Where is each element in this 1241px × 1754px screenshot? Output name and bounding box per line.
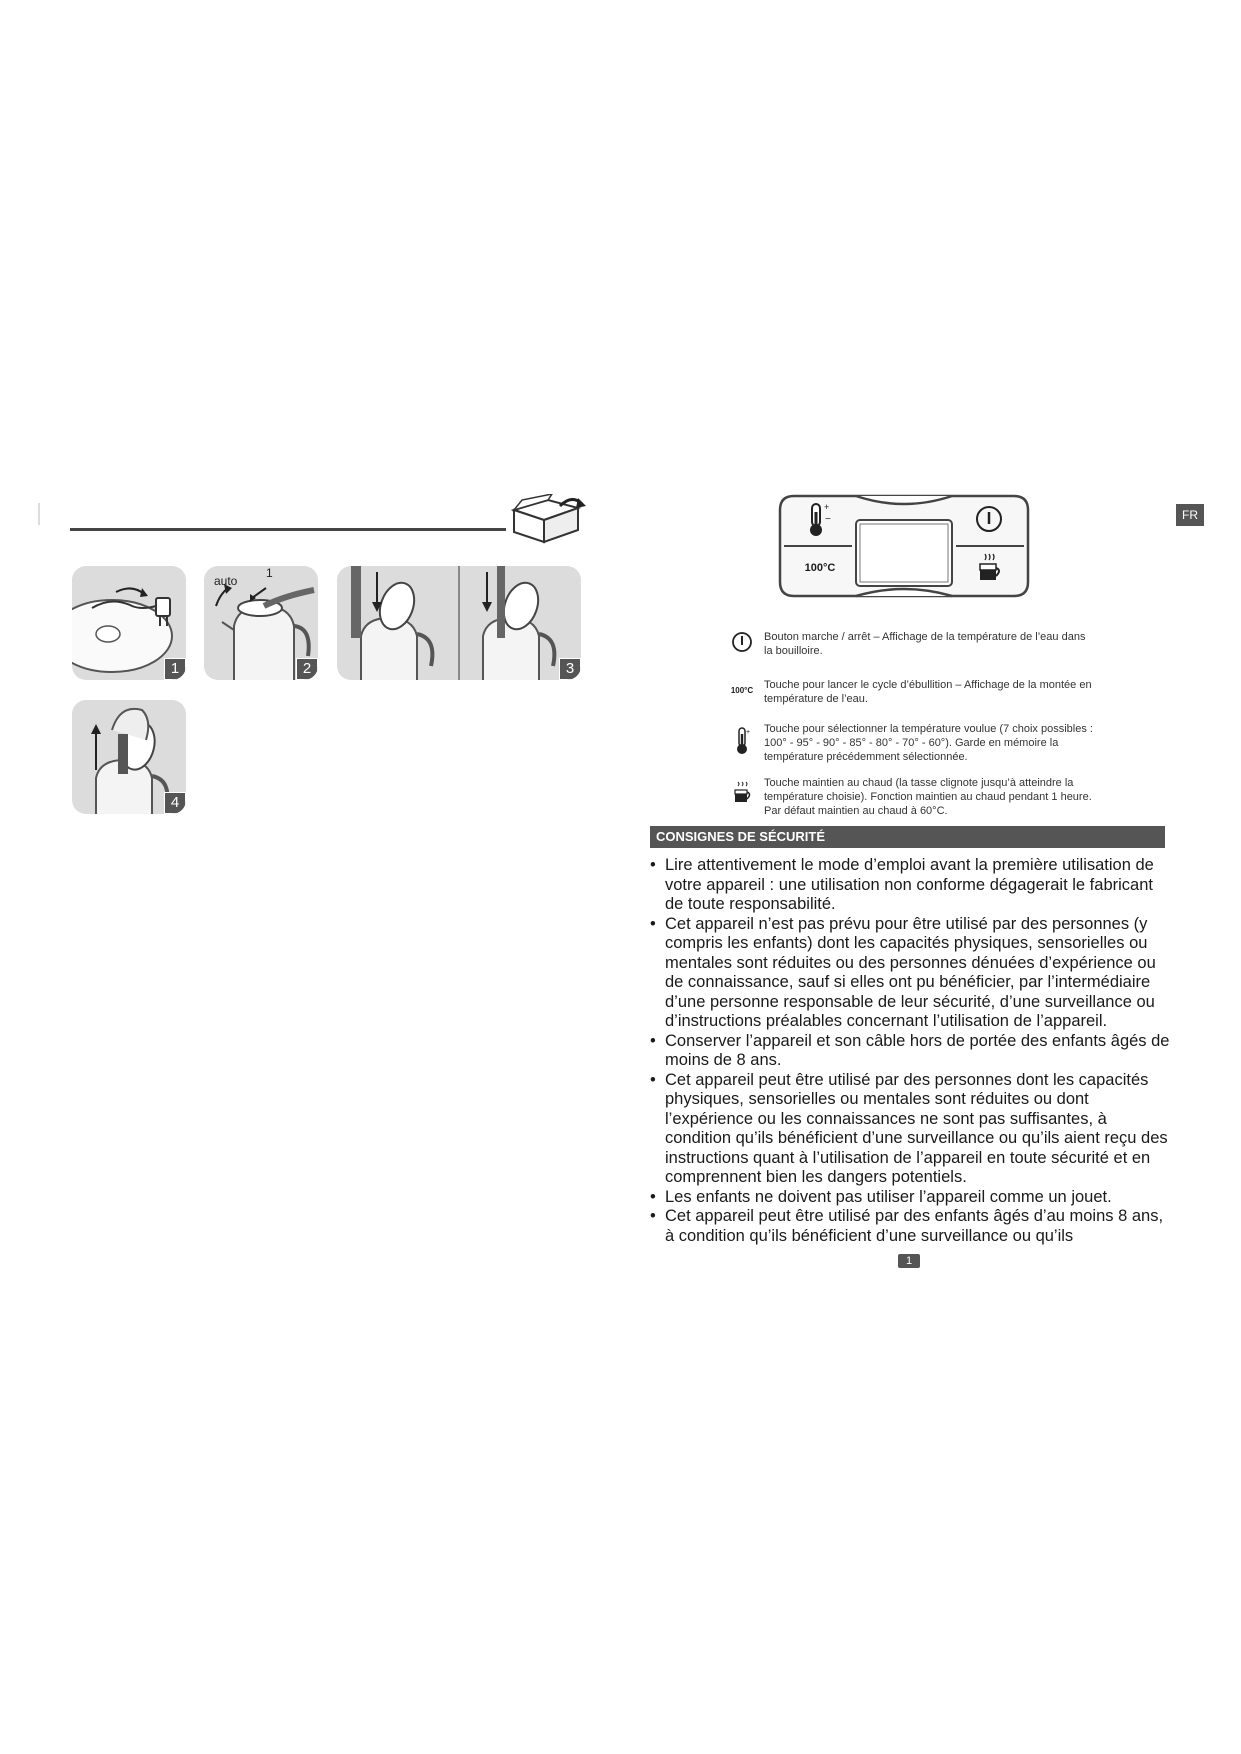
language-tab: FR — [1176, 504, 1204, 526]
thermometer-button[interactable] — [800, 500, 836, 540]
keep-warm-cup-icon — [731, 780, 753, 808]
step-4-illustration — [72, 700, 186, 814]
legend-text: Touche pour sélectionner la température voulue (7 choix possibles : 100° - 95° - 90° - 85° - 80° - 70° - 60°). Garde en mémoire la température précédemment sélectionnée. — [764, 723, 1093, 763]
auto-label: auto — [214, 574, 238, 588]
step-badge: 2 — [296, 658, 318, 680]
boil-100-icon: 100°C — [730, 686, 754, 695]
step-badge: 3 — [559, 658, 581, 680]
step-2-illustration — [204, 566, 318, 680]
power-icon — [730, 630, 754, 654]
step-badge: 4 — [164, 792, 186, 814]
list-item: • Conserver l’appareil et son câble hors de portée des enfants âgés de moins de 8 ans. — [650, 1032, 1170, 1071]
thermometer-icon — [731, 726, 753, 756]
step-2-number-label: 1 — [266, 566, 273, 580]
legend-text: Touche maintien au chaud (la tasse clignote jusqu’à atteindre la température choisie). Fonction maintien au chaud pendant 1 heure. Par défaut maintien au chaud à 60°C. — [764, 777, 1092, 817]
list-item: • Les enfants ne doivent pas utiliser l’appareil comme un jouet. — [650, 1188, 1170, 1208]
keep-warm-cup-icon — [974, 552, 1006, 588]
legend-item-boil — [728, 678, 1092, 708]
svg-text:+: + — [824, 502, 830, 512]
page-edge-mark — [38, 503, 40, 525]
page-number: 1 — [898, 1254, 920, 1268]
legend-item-keep-warm — [728, 776, 1092, 820]
list-item: • Cet appareil peut être utilisé par des enfants âgés d’au moins 8 ans, à condition qu’ils bénéficient d’une surveillance ou qu’ils — [650, 1207, 1170, 1246]
header-rule — [70, 528, 506, 531]
step-1-illustration — [72, 566, 186, 680]
legend-text: Touche pour lancer le cycle d’ébullition – Affichage de la montée en température de l’eau. — [764, 679, 1092, 705]
step-badge: 1 — [164, 658, 186, 680]
power-button[interactable] — [974, 504, 1004, 534]
list-item: • Lire attentivement le mode d’emploi avant la première utilisation de votre appareil : une utilisation non conforme dégagerait le fabricant de toute responsabilité. — [650, 856, 1170, 915]
section-title: CONSIGNES DE SÉCURITÉ — [656, 829, 826, 844]
control-panel-diagram — [776, 490, 1032, 602]
section-header-bar — [650, 826, 1165, 848]
boil-100-button[interactable]: 100°C — [804, 562, 836, 574]
legend-item-thermometer — [728, 722, 1093, 766]
legend-item-power — [728, 630, 1088, 660]
svg-text:+: + — [746, 729, 751, 736]
thermometer-icon — [800, 500, 836, 540]
svg-text:−: − — [825, 514, 831, 525]
legend-text: Bouton marche / arrêt – Affichage de la température de l’eau dans la bouilloire. — [764, 631, 1086, 657]
keep-warm-button[interactable] — [974, 552, 1006, 588]
safety-instructions-list — [650, 856, 1170, 1246]
unpack-box-icon — [508, 494, 588, 544]
list-item: • Cet appareil peut être utilisé par des personnes dont les capacités physiques, sensorielles ou mentales sont réduites ou dont l’expérience ou les connaissances ne sont pas suffisantes, à condition qu’ils bénéficient d’une surveillance ou qu’ils aient reçu des instructions quant à l’utilisation de l’appareil en toute sécurité et en comprennent bien les dangers potentiels. — [650, 1071, 1170, 1188]
power-icon — [974, 504, 1004, 534]
list-item: • Cet appareil n’est pas prévu pour être utilisé par des personnes (y compris les enfants) dont les capacités physiques, sensorielles ou mentales sont réduites ou des personnes dénuées d’expérience ou de connaissance, sauf si elles ont pu bénéficier, par l’intermédiaire d’une personne responsable de leur sécurité, d’une surveillance ou d’instructions préalables concernant l’utilisation de l’appareil. — [650, 915, 1170, 1032]
step-3-illustration — [337, 566, 581, 680]
